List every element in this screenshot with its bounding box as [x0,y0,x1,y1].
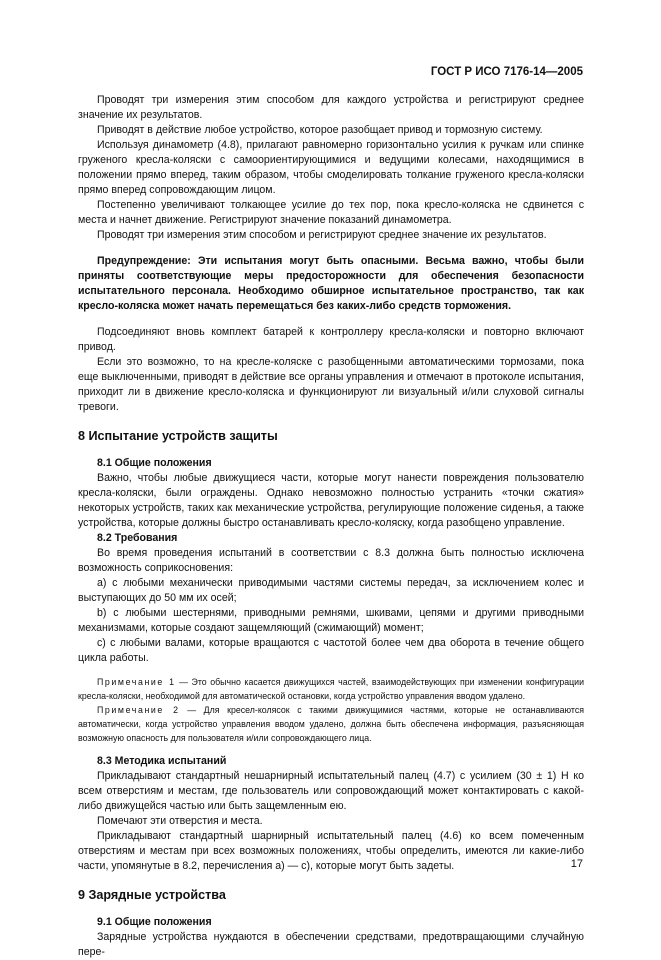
list-item: а) с любыми механически приводимыми частями системы передач, за исключением колес и выступающих до 50 мм их осей; [78,577,584,604]
document-body [78,93,584,960]
paragraph: Зарядные устройства нуждаются в обеспечении средствами, предотвращающими случайную пере- [78,931,584,958]
paragraph: Помечают эти отверстия и места. [97,815,263,827]
warning-paragraph: Предупреждение: Эти испытания могут быть опасными. Весьма важно, чтобы были приняты соответствующие меры предосторожности для обеспечения безопасности испытательного персонала. Необходимо обширное испытательное пространство, так как кресло-коляска может начать перемещаться без каких-либо средств торможения. [78,255,584,312]
paragraph: Проводят три измерения этим способом и регистрируют среднее значение их результатов. [97,229,547,241]
paragraph: Прикладывают стандартный шарнирный испытательный палец (4.6) ко всем помеченным отверстиям и местам при всех возможных положениях, чтобы определить, имеются ли какие-либо части, упомянутые в 8.2, перечисления а) — с), которые могут быть задеты. [78,830,584,872]
paragraph: Во время проведения испытаний в соответствии с 8.3 должна быть полностью исключена возможность соприкосновения: [78,547,584,574]
paragraph: Важно, чтобы любые движущиеся части, которые могут нанести повреждения пользователю кресла-коляски, были ограждены. Однако невозможно полностью устранить «точки сжатия» некоторых устройств, таких как механические устройства, регулирующие положение сиденья, а также устройства, которые должны быстро останавливать кресло-коляску, когда разобщено управление. [78,472,584,529]
paragraph: Подсоединяют вновь комплект батарей к контроллеру кресла-коляски и повторно включают привод. [78,326,584,353]
paragraph: Приводят в действие любое устройство, которое разобщает привод и тормозную систему. [97,124,543,136]
paragraph: Проводят три измерения этим способом для каждого устройства и регистрируют среднее значение их результатов. [78,94,584,121]
subsection-8-2-heading: 8.2 Требования [97,532,178,544]
note-text: — Это обычно касается движущихся частей, взаимодействующих при изменении конфигурации кресла-коляски, необходимой для автоматической остановки, когда устройство управления вводом удалено. [78,677,584,701]
paragraph: Используя динамометр (4.8), прилагают равномерно горизонтально усилия к ручкам или спинке груженого кресла-коляски с самоориентирующимися и ведущими колесами, находящимися в положении прямо вперед, таким образом, чтобы смоделировать толкание груженого кресла-коляски прямо вперед сопровождающим лицом. [78,139,584,196]
paragraph: Прикладывают стандартный нешарнирный испытательный палец (4.7) с усилием (30 ± 1) Н ко всем отверстиям и местам, где пользователь или сопровождающий может контактировать с какой-либо движущейся частью или быть защемленным ею. [78,770,584,812]
note-text: — Для кресел-колясок с такими движущимися частями, которые не останавливаются автоматически, когда устройство управления вводом удалено, должна быть обеспечена информация, разъясняющая возможную опасность для пользователя и/или сопровождающего лица. [78,705,584,743]
subsection-9-1-heading: 9.1 Общие положения [97,916,212,928]
paragraph: Постепенно увеличивают толкающее усилие до тех пор, пока кресло-коляска не сдвинется с места и начнет движение. Регистрируют значение показаний динамометра. [78,199,584,226]
document-code-header: ГОСТ Р ИСО 7176-14—2005 [430,66,583,78]
section-8-heading: 8 Испытание устройств защиты [78,429,278,443]
paragraph: Если это возможно, то на кресле-коляске с разобщенными автоматическими тормозами, пока еще выключенными, приводят в действие все органы управления и отмечают в протоколе испытания, приходит ли в движение кресло-коляска и функционируют ли визуальный и/или слуховой сигналы тревоги. [78,356,584,413]
note-label: Примечание 2 [97,705,180,715]
subsection-8-1-heading: 8.1 Общие положения [97,457,212,469]
subsection-8-3-heading: 8.3 Методика испытаний [97,755,227,767]
list-item: b) с любыми шестернями, приводными ремнями, шкивами, цепями и другими приводными механизмами, которые создают защемляющий (сжимающий) момент; [78,607,584,634]
note-1 [78,675,584,703]
note-label: Примечание 1 [97,677,176,687]
page-number: 17 [570,858,583,870]
list-item: с) с любыми валами, которые вращаются с частотой более чем два оборота в течение общего цикла работы. [78,637,584,664]
note-2 [78,703,584,745]
section-9-heading: 9 Зарядные устройства [78,888,226,902]
